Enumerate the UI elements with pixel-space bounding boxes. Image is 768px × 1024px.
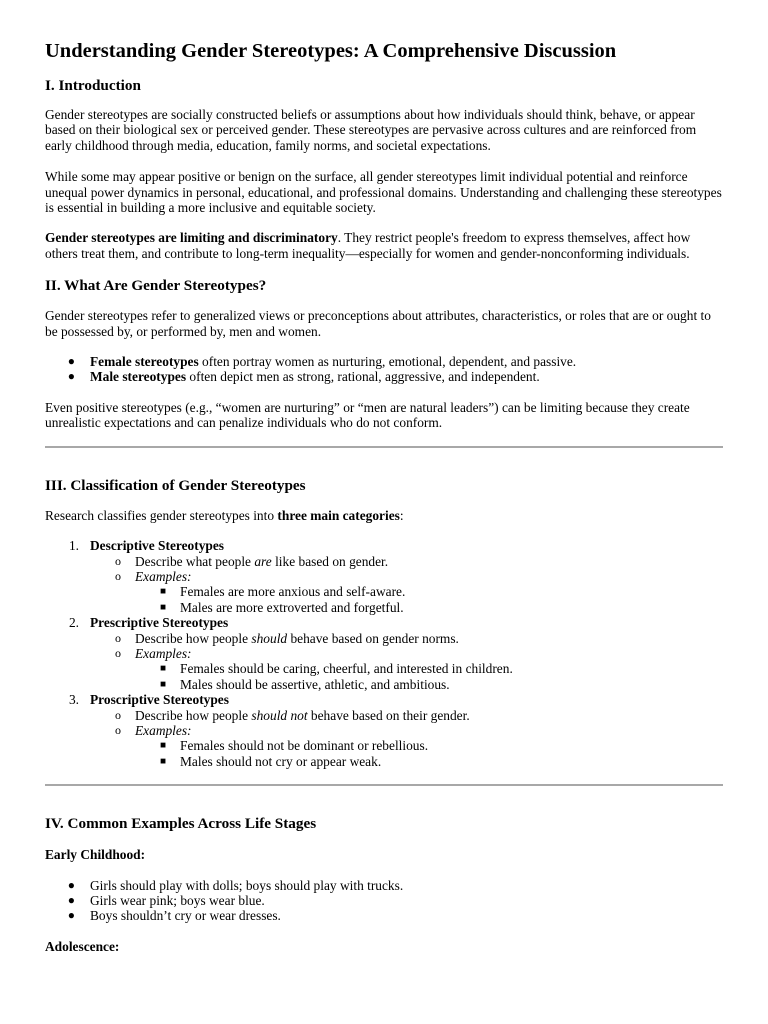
list-item: ● Girls wear pink; boys wear blue. <box>45 893 723 908</box>
square-bullet-icon: ■ <box>159 586 166 598</box>
subheading-adolescence: Adolescence: <box>45 938 120 954</box>
classification-intro: Research classifies gender stereotypes into three main categories: <box>45 507 404 523</box>
positive-stereotypes-paragraph: Even positive stereotypes (e.g., “women are nurturing” or “men are natural leaders”) can be limiting because they create unrealistic expectations and can penalize individuals who do not conform. <box>45 399 690 431</box>
category-title: Descriptive Stereotypes <box>90 538 224 554</box>
square-bullet-icon: ■ <box>159 678 166 690</box>
category-title: Prescriptive Stereotypes <box>90 615 229 631</box>
classification-list <box>45 538 723 769</box>
category-description: o Describe how people should behave based on gender norms. <box>45 631 723 646</box>
circle-bullet-icon: o <box>115 707 121 722</box>
examples-label: o Examples: <box>45 569 723 584</box>
examples-label: o Examples: <box>45 723 723 738</box>
square-bullet-icon: ■ <box>159 740 166 752</box>
bullet-icon: ● <box>67 354 75 369</box>
bullet-icon: ● <box>67 877 75 892</box>
section-heading-what-are: II. What Are Gender Stereotypes? <box>45 277 267 295</box>
category-description: o Describe what people are like based on gender. <box>45 554 723 569</box>
example-item: ■ Females should not be dominant or rebellious. <box>45 738 723 753</box>
document-title: Understanding Gender Stereotypes: A Comprehensive Discussion <box>45 40 617 62</box>
bullet-icon: ● <box>67 369 75 384</box>
list-item: ● Boys shouldn’t cry or wear dresses. <box>45 908 723 923</box>
circle-bullet-icon: o <box>115 568 121 583</box>
section-heading-introduction: I. Introduction <box>45 77 141 94</box>
intro-emphasis: Gender stereotypes are limiting and discriminatory <box>45 230 338 246</box>
definition-paragraph: Gender stereotypes refer to generalized views or preconceptions about attributes, characteristics, or roles that are or ought to be possessed by, or performed by, men and women. <box>45 308 711 339</box>
example-item: ■ Females are more anxious and self-aware. <box>45 584 723 599</box>
square-bullet-icon: ■ <box>159 663 166 675</box>
example-item: ■ Males are more extroverted and forgetful. <box>45 600 723 615</box>
intro-paragraph-3 <box>45 230 723 261</box>
section-divider <box>45 446 723 448</box>
circle-bullet-icon: o <box>115 630 121 645</box>
example-item: ■ Males should be assertive, athletic, and ambitious. <box>45 677 723 692</box>
category-item-prescriptive: 2. Prescriptive Stereotypes o Describe how people should behave based on gender norms. o Examples: ■ Females should be caring, cheerful, and interested in children. ■ Males should be assertive, athletic, and ambitious. <box>45 615 723 692</box>
category-title: Proscriptive Stereotypes <box>90 692 229 708</box>
category-description: o Describe how people should not behave based on their gender. <box>45 708 723 723</box>
intro-paragraph-2: While some may appear positive or benign on the surface, all gender stereotypes limit individual potential and reinforce unequal power dynamics in personal, educational, and professional domains. Understanding and challenging these stereotypes is essential in building a more inclusive and equitable society. <box>45 169 722 216</box>
example-item: ■ Males should not cry or appear weak. <box>45 754 723 769</box>
section-divider <box>45 784 723 786</box>
examples-label: o Examples: <box>45 646 723 661</box>
intro-paragraph-1: Gender stereotypes are socially constructed beliefs or assumptions about how individuals should think, behave, or appear based on their biological sex or perceived gender. These stereotypes are pervasive across cultures and are reinforced from early childhood through media, education, family norms, and societal expectations. <box>45 107 697 153</box>
stereotype-list <box>45 354 723 385</box>
list-item: ● Female stereotypes often portray women as nurturing, emotional, dependent, and passive. <box>45 354 723 369</box>
bullet-icon: ● <box>67 893 75 907</box>
square-bullet-icon: ■ <box>159 755 166 767</box>
circle-bullet-icon: o <box>115 553 121 568</box>
category-item-descriptive: 1. Descriptive Stereotypes o Describe what people are like based on gender. o Examples: ■ Females are more anxious and self-aware. ■ Males are more extroverted and forgetful. <box>45 538 723 615</box>
category-item-proscriptive: 3. Proscriptive Stereotypes o Describe how people should not behave based on their gender. o Examples: ■ Females should not be dominant or rebellious. ■ Males should not cry or appear weak. <box>45 692 723 769</box>
subheading-early-childhood: Early Childhood: <box>45 847 146 863</box>
list-item: ● Girls should play with dolls; boys should play with trucks. <box>45 878 723 893</box>
early-childhood-list <box>45 878 723 924</box>
section-heading-life-stages: IV. Common Examples Across Life Stages <box>45 815 317 833</box>
circle-bullet-icon: o <box>115 645 121 660</box>
circle-bullet-icon: o <box>115 722 121 737</box>
example-item: ■ Females should be caring, cheerful, and interested in children. <box>45 661 723 676</box>
square-bullet-icon: ■ <box>159 601 166 613</box>
section-heading-classification: III. Classification of Gender Stereotypes <box>45 476 306 494</box>
intro-paragraph-3-text: . They restrict people's freedom to express themselves, affect how others treat them, and contribute to long-term inequality—especially for women and gender-nonconforming individuals. <box>45 230 691 261</box>
list-item: ● Male stereotypes often depict men as strong, rational, aggressive, and independent. <box>45 369 723 384</box>
bullet-icon: ● <box>67 908 75 923</box>
